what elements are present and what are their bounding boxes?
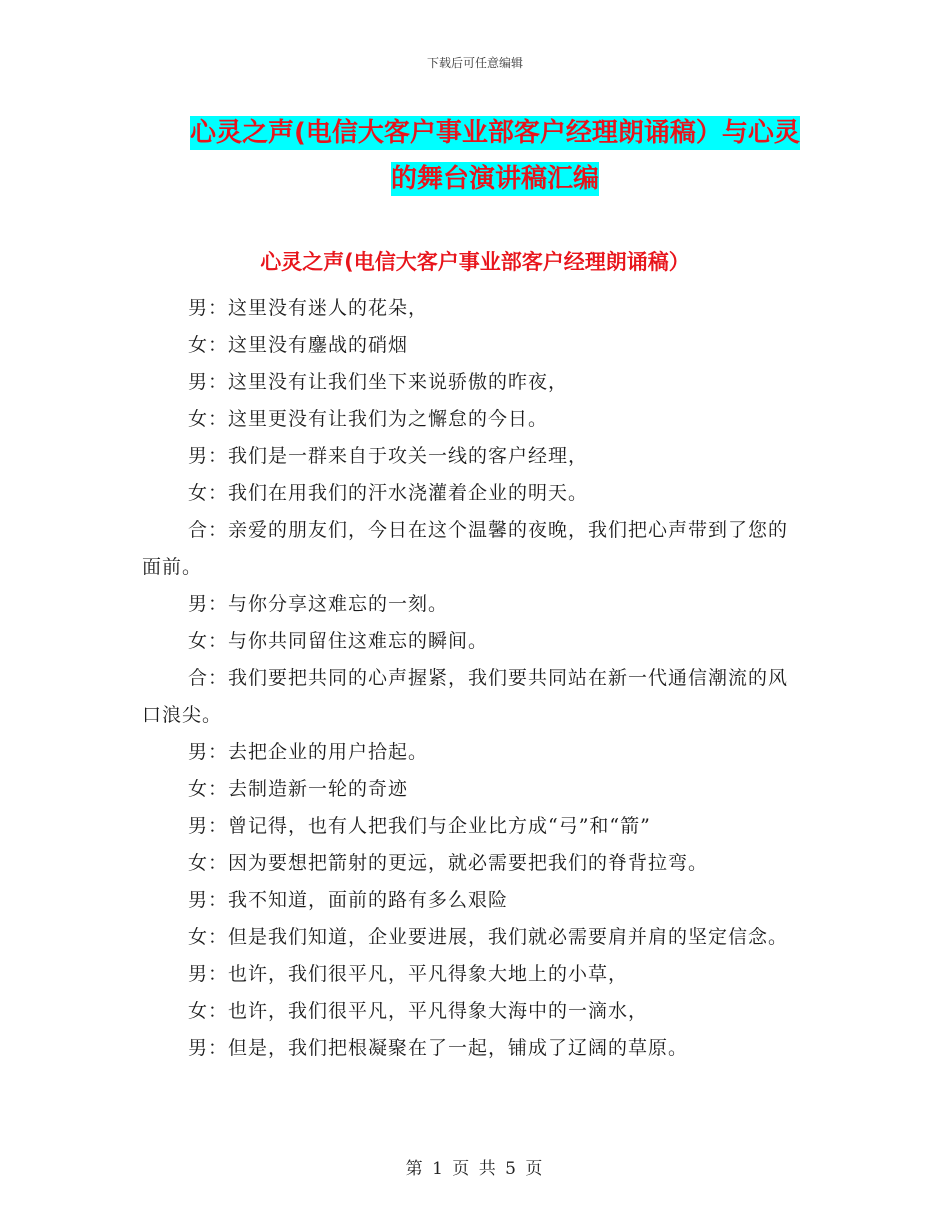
paragraph: 女：我们在用我们的汗水浇灌着企业的明天。 [188,482,589,504]
paragraph: 男：也许，我们很平凡，平凡得象大地上的小草， [188,963,629,985]
document-title [140,110,850,202]
paragraph: 男：与你分享这难忘的一刻。 [188,593,449,615]
document-title-line-1: 心灵之声(电信大客户事业部客户经理朗诵稿）与心灵 [190,118,800,148]
paragraph: 男：曾记得，也有人把我们与企业比方成“弓”和“箭” [188,815,651,837]
paragraph: 合：我们要把共同的心声握紧，我们要共同站在新一代通信潮流的风口浪尖。 [142,667,789,726]
page-number: 第 1 页 共 5 页 [405,1159,545,1179]
document-title-line-2: 的舞台演讲稿汇编 [390,164,599,194]
paragraph: 女：去制造新一轮的奇迹 [188,778,409,800]
paragraph: 女：与你共同留住这难忘的瞬间。 [188,630,489,652]
paragraph: 女：这里没有鏖战的硝烟 [188,334,409,356]
paragraph: 合：亲爱的朋友们，今日在这个温馨的夜晚，我们把心声带到了您的面前。 [142,519,789,578]
header-note: 下载后可任意编辑 [426,56,523,70]
paragraph: 男：我们是一群来自于攻关一线的客户经理， [188,445,589,467]
script-body [142,290,802,1067]
paragraph: 男：这里没有迷人的花朵， [188,297,429,319]
paragraph: 女：这里更没有让我们为之懈怠的今日。 [188,408,549,430]
paragraph: 女：也许，我们很平凡，平凡得象大海中的一滴水， [188,1000,649,1022]
section-title: 心灵之声(电信大客户事业部客户经理朗诵稿） [260,250,690,274]
paragraph: 女：因为要想把箭射的更远，就必需要把我们的脊背拉弯。 [188,852,709,874]
paragraph: 男：我不知道，面前的路有多么艰险 [188,889,509,911]
paragraph: 男：但是，我们把根凝聚在了一起，铺成了辽阔的草原。 [188,1037,689,1059]
paragraph: 男：这里没有让我们坐下来说骄傲的昨夜， [188,371,569,393]
paragraph: 男：去把企业的用户拾起。 [188,741,429,763]
paragraph: 女：但是我们知道，企业要进展，我们就必需要肩并肩的坚定信念。 [188,926,789,948]
